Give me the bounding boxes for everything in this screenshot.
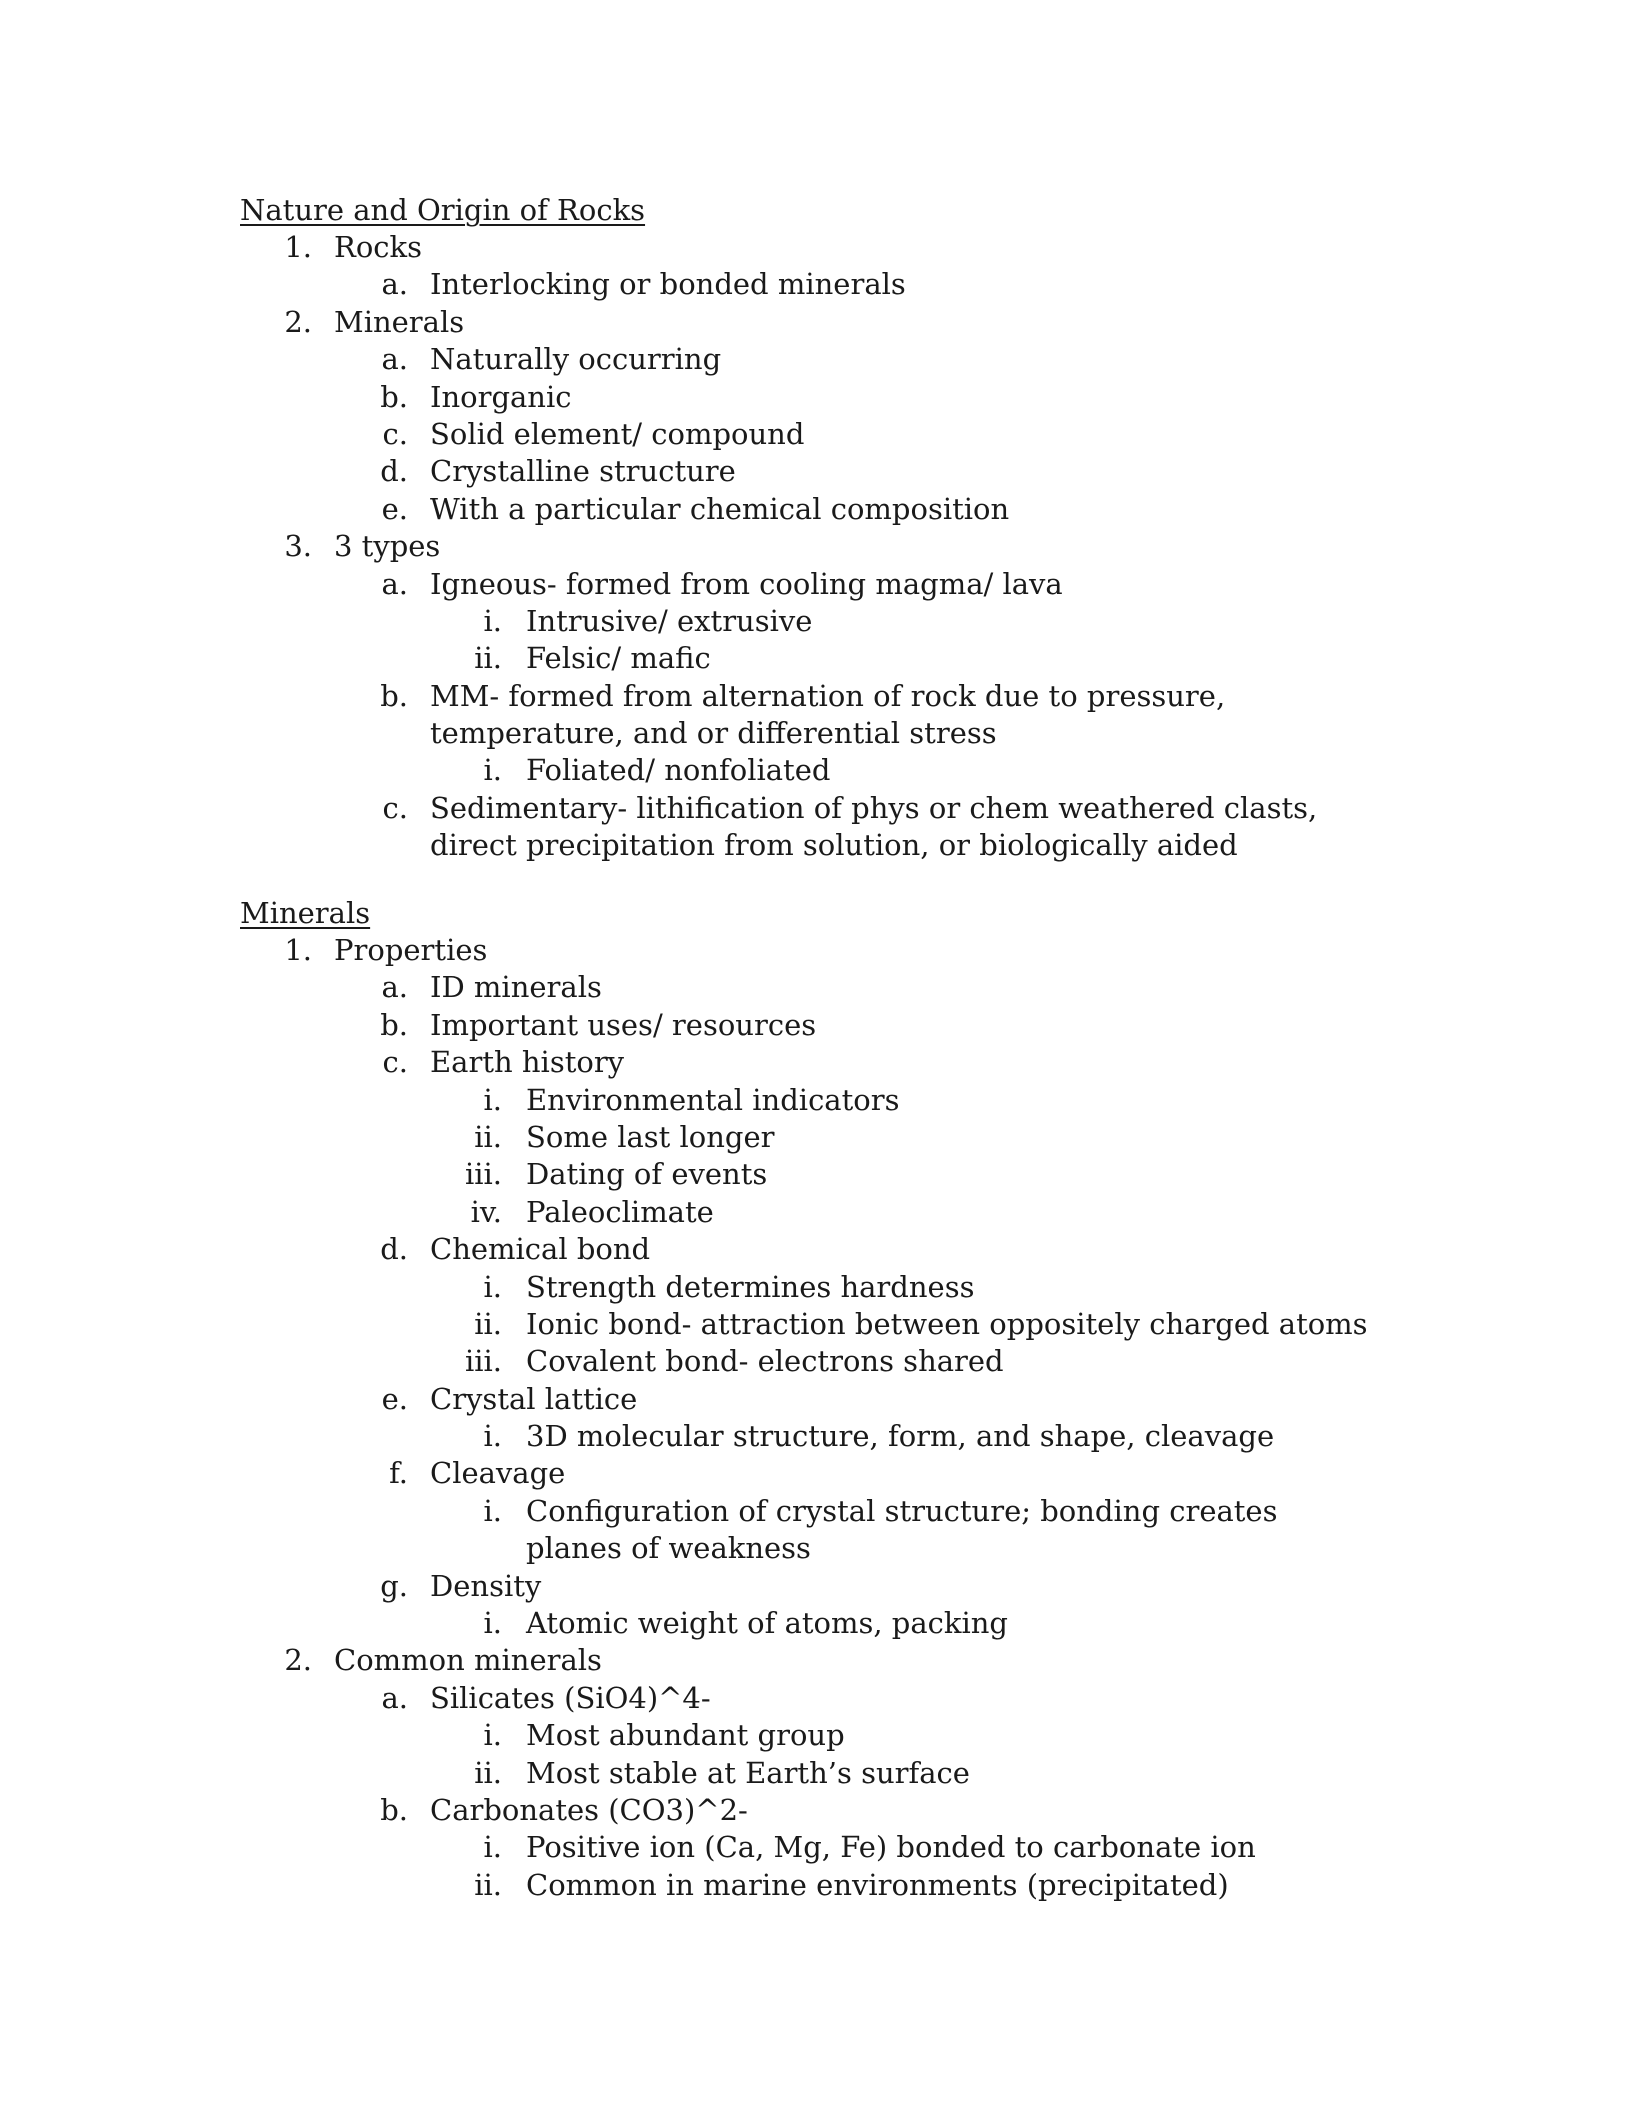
outline-subitem: d. Chemical bond (380, 1232, 651, 1267)
outline-subsubitem: ii. Felsic/ mafic (474, 641, 711, 676)
outline-subsubitem: ii. Common in marine environments (precipitated) (474, 1867, 1229, 1902)
section-title-minerals: Minerals (240, 896, 371, 930)
outline-subsubitem: i. Atomic weight of atoms, packing (483, 1606, 1008, 1641)
outline-subsubitem: i. Foliated/ nonfoliated (483, 753, 831, 788)
outline-subsubitem: iii. Covalent bond- electrons shared (464, 1344, 1004, 1379)
outline-subsubitem: i. Most abundant group (483, 1718, 845, 1753)
outline-subsubitem: i. Intrusive/ extrusive (483, 603, 813, 638)
outline-subsubitem: i. Environmental indicators (483, 1082, 900, 1117)
outline-subsubitem: iv. Paleoclimate (470, 1194, 714, 1229)
outline-item: 2. Minerals (284, 304, 465, 339)
outline-subitem: c. Sedimentary- lithification of phys or chem weathered clasts, direct precipitation from solution, or biologically aided (382, 790, 1318, 863)
outline-subitem: a. Interlocking or bonded minerals (381, 267, 906, 302)
outline-subitem: b. MM- formed from alternation of rock due to pressure, temperature, and or differential stress (380, 678, 1226, 751)
outline-subsubitem: i. Strength determines hardness (483, 1269, 975, 1304)
outline-item: 1. Rocks (284, 230, 422, 264)
outline-subsubitem: iii. Dating of events (464, 1157, 768, 1192)
outline-rocks (0, 229, 1640, 865)
outline-subitem: b. Carbonates (CO3)^2- (380, 1793, 748, 1827)
outline-subsubitem: ii. Most stable at Earth’s surface (474, 1755, 970, 1790)
outline-minerals (0, 932, 1640, 1904)
outline-subitem: b. Inorganic (380, 379, 572, 414)
outline-subitem: d. Crystalline structure (380, 454, 736, 489)
outline-subsubitem: i. Positive ion (Ca, Mg, Fe) bonded to carbonate ion (483, 1830, 1256, 1865)
outline-subsubitem: i. Configuration of crystal structure; bonding creates planes of weakness (483, 1493, 1278, 1566)
outline-item: 1. Properties (284, 933, 488, 967)
outline-subitem: c. Earth history (382, 1045, 625, 1080)
outline-subitem: e. With a particular chemical composition (381, 491, 1010, 526)
outline-subitem: a. Igneous- formed from cooling magma/ lava (381, 566, 1063, 601)
outline-subitem: a. Silicates (SiO4)^4- (381, 1680, 711, 1715)
outline-subitem: a. Naturally occurring (381, 342, 722, 377)
outline-subsubitem: i. 3D molecular structure, form, and shape, cleavage (483, 1419, 1275, 1454)
outline-subitem: a. ID minerals (381, 970, 602, 1005)
outline-subitem: c. Solid element/ compound (382, 416, 805, 451)
outline-subsubitem: ii. Some last longer (474, 1119, 775, 1154)
outline-subsubitem: ii. Ionic bond- attraction between oppositely charged atoms (474, 1306, 1368, 1341)
outline-subitem: b. Important uses/ resources (380, 1007, 817, 1042)
outline-subitem: e. Crystal lattice (381, 1381, 638, 1416)
outline-item: 2. Common minerals (284, 1643, 602, 1678)
outline-subitem: g. Density (380, 1568, 542, 1603)
section-title-rocks: Nature and Origin of Rocks (240, 193, 646, 227)
outline-subitem: f. Cleavage (389, 1456, 566, 1491)
outline-item: 3. 3 types (284, 529, 441, 564)
